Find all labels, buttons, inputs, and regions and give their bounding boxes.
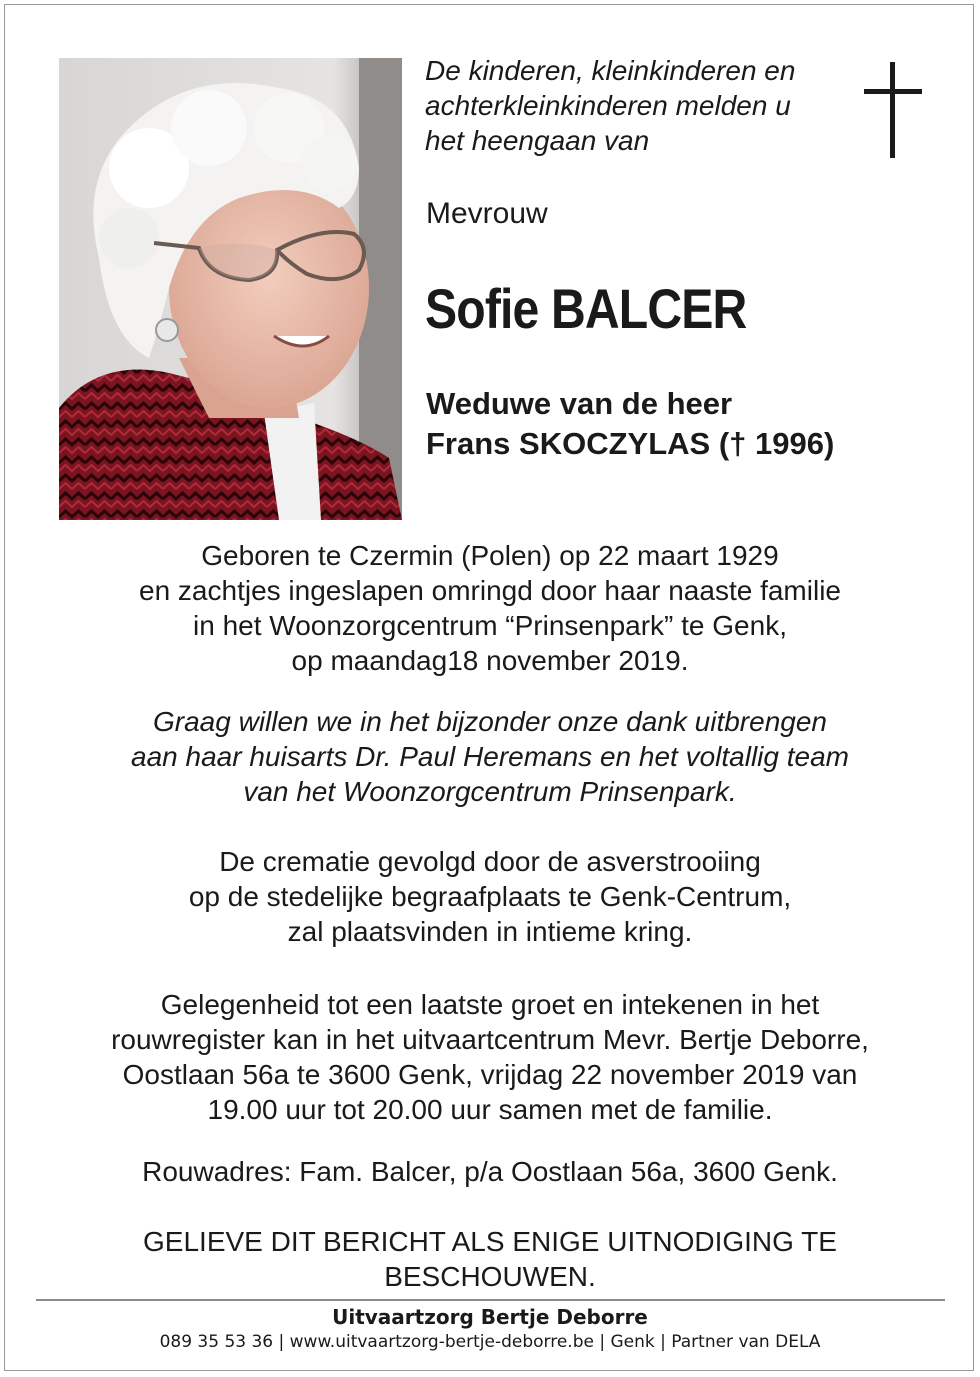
birth-line: op maandag18 november 2019. [291, 645, 689, 676]
cross-icon [864, 62, 922, 158]
cremation-line: op de stedelijke begraafplaats te Genk-Centrum, [188, 881, 792, 912]
birth-line: en zachtjes ingeslapen omringd door haar naaste familie [139, 575, 841, 606]
birth-line: Geboren te Czermin (Polen) op 22 maart 1929 [201, 540, 779, 571]
thanks-line: Graag willen we in het bijzonder onze dank uitbrengen [153, 706, 827, 737]
visit-line: rouwregister kan in het uitvaartcentrum Mevr. Bertje Deborre, [111, 1024, 869, 1055]
funeral-home-contact: 089 35 53 36 | www.uitvaartzorg-bertje-deborre.be | Genk | Partner van DELA [159, 1332, 821, 1352]
thanks-line: aan haar huisarts Dr. Paul Heremans en het voltallig team [131, 741, 849, 772]
visit-line: Gelegenheid tot een laatste groet en intekenen in het [160, 989, 820, 1020]
visitation-paragraph [30, 987, 950, 1127]
mourning-address [30, 1154, 950, 1189]
announcement-intro [425, 53, 845, 158]
funeral-home-name: Uitvaartzorg Bertje Deborre [332, 1305, 648, 1329]
notice-line: BESCHOUWEN. [384, 1261, 596, 1292]
salutation: Mevrouw [426, 197, 548, 230]
visit-line: 19.00 uur tot 20.00 uur samen met de familie. [207, 1094, 773, 1125]
notice-line: GELIEVE DIT BERICHT ALS ENIGE UITNODIGING TE [143, 1226, 837, 1257]
portrait-photo [59, 58, 402, 520]
birth-line: in het Woonzorgcentrum “Prinsenpark” te Genk, [193, 610, 787, 641]
invitation-notice [30, 1224, 950, 1294]
spouse-line: Weduwe van de heer [426, 386, 733, 421]
thanks-paragraph [30, 704, 950, 809]
cremation-line: zal plaatsvinden in intieme kring. [287, 916, 693, 947]
address-line: Rouwadres: Fam. Balcer, p/a Oostlaan 56a, 3600 Genk. [142, 1156, 838, 1187]
thanks-line: van het Woonzorgcentrum Prinsenpark. [243, 776, 737, 807]
cremation-paragraph [30, 844, 950, 949]
birth-and-death-details [30, 538, 950, 678]
footer-divider [36, 1299, 945, 1301]
intro-line: het heengaan van [425, 125, 650, 156]
spouse-info [426, 384, 946, 464]
portrait-illustration [59, 58, 402, 520]
deceased-name: Sofie BALCER [425, 277, 747, 340]
cremation-line: De crematie gevolgd door de asverstrooiing [219, 846, 761, 877]
visit-line: Oostlaan 56a te 3600 Genk, vrijdag 22 november 2019 van [122, 1059, 858, 1090]
intro-line: achterkleinkinderen melden u [425, 90, 791, 121]
spouse-line: Frans SKOCZYLAS († 1996) [426, 426, 835, 461]
intro-line: De kinderen, kleinkinderen en [425, 55, 796, 86]
